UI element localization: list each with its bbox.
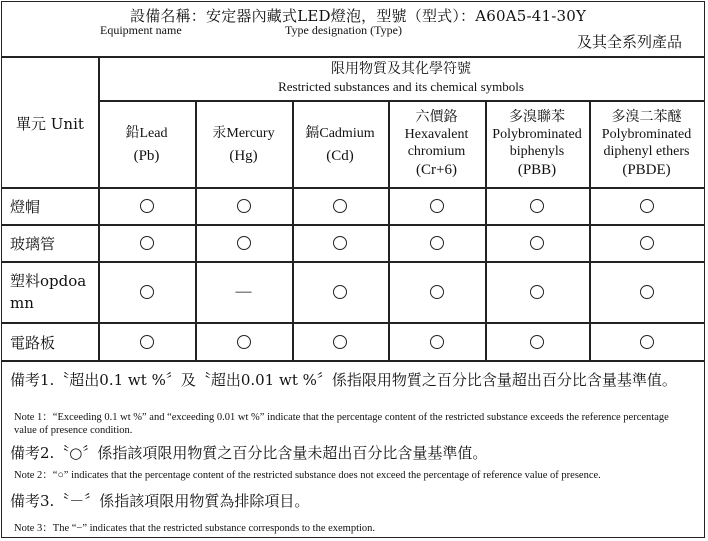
table-cell: [195, 262, 292, 322]
table-cell: [292, 323, 388, 360]
col-symbol: (Cr+6): [416, 162, 457, 178]
column-header-hexavalent-chromium: [388, 102, 485, 186]
circle-mark-icon: [237, 335, 251, 349]
col-zh: 多溴二苯醚: [611, 109, 682, 125]
dash-mark: —: [235, 283, 252, 300]
restricted-substances-header: [98, 58, 704, 98]
circle-mark-icon: [140, 285, 154, 299]
circle-mark-icon: [430, 285, 444, 299]
note-1-en: [14, 411, 694, 437]
table-cell: [589, 323, 704, 360]
note-1-zh-text: 備考1.〝超出0.1 wt %〞及〝超出0.01 wt %〞係指限用物質之百分比含量超出百分比含量基準值。: [10, 371, 677, 389]
column-header-pbde: [589, 102, 704, 186]
circle-mark-icon: [333, 199, 347, 213]
row-label-plastic: 塑料opdoamn: [10, 272, 87, 312]
table-cell: [589, 225, 704, 261]
table-cell: [485, 323, 589, 360]
equipment-title: 設備名稱：安定器內藏式LED燈泡，型號（型式）：A60A5-41-30Y: [130, 7, 587, 25]
col-en: Polybrominated biphenyls: [492, 127, 582, 159]
col-zh: 多溴聯苯: [509, 109, 565, 125]
col-symbol: (Hg): [229, 147, 258, 164]
circle-mark-icon: [333, 285, 347, 299]
column-header-cadmium: [292, 102, 388, 186]
circle-mark-icon: [530, 335, 544, 349]
note-3-en: Note 3：The “−” indicates that the restricted substance corresponds to the exemption.: [14, 523, 376, 534]
col-symbol: (Cd): [326, 147, 354, 164]
circle-mark-icon: [333, 236, 347, 250]
table-cell: [98, 188, 195, 224]
table-cell: [589, 262, 704, 322]
col-symbol: (Pb): [133, 147, 160, 164]
group-title-en: Restricted substances and its chemical symbols: [278, 79, 524, 94]
row-label-glass-tube: 玻璃管: [10, 235, 56, 253]
col-symbol: (PBDE): [622, 162, 671, 178]
unit-column-header: 單元 Unit: [16, 115, 84, 133]
table-cell: [485, 262, 589, 322]
type-designation-label: Type designation (Type): [285, 23, 402, 37]
circle-mark-icon: [430, 199, 444, 213]
table-cell: [292, 225, 388, 261]
table-cell: [98, 262, 195, 322]
table-cell: [388, 262, 485, 322]
circle-mark-icon: [140, 335, 154, 349]
column-header-pbb: [485, 102, 589, 186]
note-2-zh: 備考2.〝○〞係指該項限用物質之百分比含量未超出百分比含量基準值。: [10, 444, 488, 462]
circle-mark-icon: [640, 236, 654, 250]
circle-mark-icon: [430, 335, 444, 349]
col-zh: 鉛: [125, 124, 140, 141]
circle-mark-icon: [640, 285, 654, 299]
table-cell: [388, 323, 485, 360]
table-cell: [388, 188, 485, 224]
table-cell: [589, 188, 704, 224]
table-cell: [195, 188, 292, 224]
table-cell: [485, 188, 589, 224]
row-label-circuit-board: 電路板: [10, 334, 56, 352]
col-en: Polybrominated diphenyl ethers: [601, 127, 692, 159]
note-3-zh: 備考3.〝－〞係指該項限用物質為排除項目。: [10, 492, 310, 510]
circle-mark-icon: [640, 199, 654, 213]
column-header-lead: [98, 102, 195, 186]
table-cell: [195, 225, 292, 261]
note-2-en: Note 2：“○” indicates that the percentage content of the restricted substance does not exceed the percentage of reference value of presence.: [14, 470, 601, 481]
table-cell: [292, 188, 388, 224]
col-en: Lead: [139, 125, 168, 141]
col-zh: 六價鉻: [415, 109, 458, 125]
document-frame: [1, 1, 705, 538]
col-zh: 鎘: [305, 124, 320, 141]
col-en: Mercury: [226, 125, 275, 141]
table-cell: [195, 323, 292, 360]
row-label-lamp-cap: 燈帽: [10, 198, 41, 216]
circle-mark-icon: [333, 335, 347, 349]
note-1-en-text: Note 1：“Exceeding 0.1 wt %” and “exceeding 0.01 wt %” indicate that the percentage content of the restricted substance exceeds the reference percentage value of presence condition.: [14, 412, 669, 436]
circle-mark-icon: [140, 199, 154, 213]
col-en: Cadmium: [319, 125, 375, 141]
equipment-name-label: Equipment name: [100, 23, 182, 37]
circle-mark-icon: [530, 199, 544, 213]
document-header: [2, 2, 706, 57]
table-cell: [98, 225, 195, 261]
table-cell: [98, 323, 195, 360]
col-zh: 汞: [212, 124, 227, 141]
circle-mark-icon: [237, 236, 251, 250]
col-en: Hexavalent chromium: [404, 127, 469, 159]
circle-mark-icon: [530, 236, 544, 250]
column-header-mercury: [195, 102, 292, 186]
circle-mark-icon: [237, 199, 251, 213]
circle-mark-icon: [640, 335, 654, 349]
circle-mark-icon: [430, 236, 444, 250]
circle-mark-icon: [530, 285, 544, 299]
series-label: 及其全系列產品: [576, 33, 682, 51]
table-cell: [485, 225, 589, 261]
col-symbol: (PBB): [517, 162, 557, 178]
group-title-zh: 限用物質及其化學符號: [331, 61, 471, 77]
circle-mark-icon: [140, 236, 154, 250]
table-cell: [388, 225, 485, 261]
note-1-zh: [10, 370, 690, 390]
table-cell: [292, 262, 388, 322]
table-bottom-divider: [2, 360, 704, 362]
